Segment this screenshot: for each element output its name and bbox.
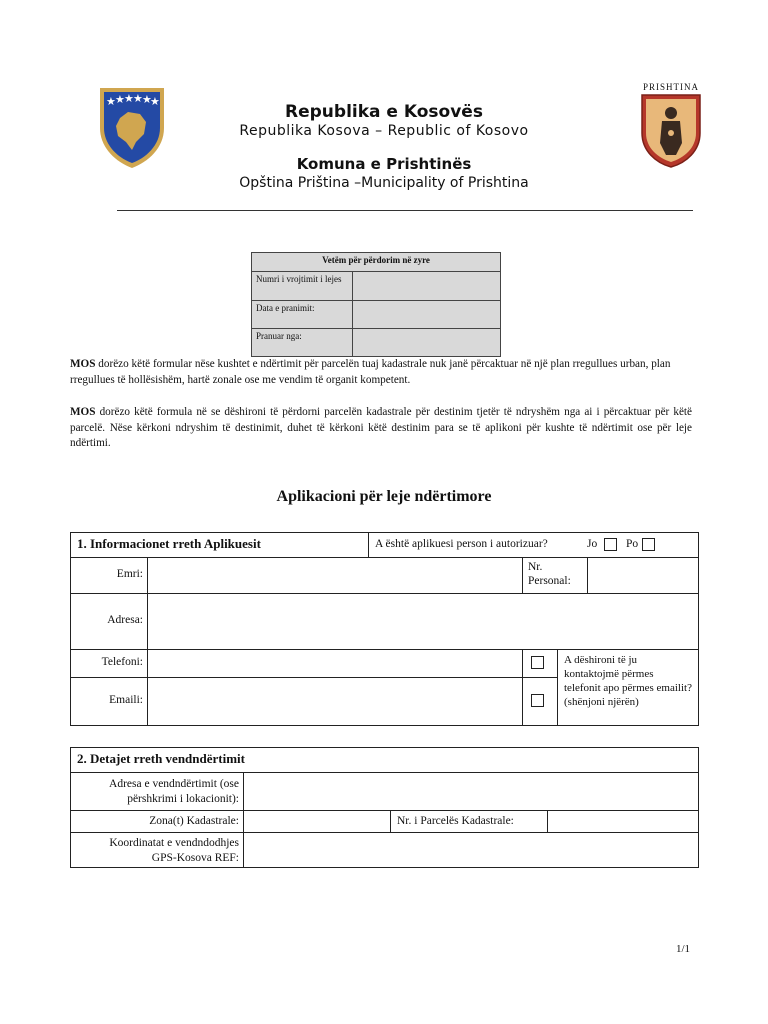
office-use-table xyxy=(251,252,501,357)
parcel-number-label: Nr. i Parcelës Kadastrale: xyxy=(390,810,547,832)
form-title: Aplikacioni për leje ndërtimore xyxy=(276,488,492,505)
republic-title: Republika e Kosovës xyxy=(285,102,483,122)
email-label: Emaili: xyxy=(71,677,147,725)
note-paragraph-2 xyxy=(70,405,692,452)
section-2-heading: 2. Detajet rreth vendndërtimit xyxy=(77,751,245,766)
cadastral-zone-label: Zona(t) Kadastrale: xyxy=(71,810,243,832)
office-row-label: Pranuar nga: xyxy=(252,329,353,357)
site-details-section xyxy=(70,747,699,868)
email-input[interactable] xyxy=(147,677,522,725)
section-1-heading: 1. Informacionet rreth Aplikuesit xyxy=(77,536,261,551)
name-input[interactable] xyxy=(147,557,522,593)
office-row-label: Data e pranimit: xyxy=(252,301,353,329)
site-address-label: Adresa e vendndërtimit (ose përshkrimi i lokacionit): xyxy=(71,772,243,810)
header-divider xyxy=(117,210,693,211)
address-input[interactable] xyxy=(147,593,698,649)
email-contact-checkbox[interactable] xyxy=(531,694,544,707)
note-bold: MOS xyxy=(70,406,96,418)
note-bold: MOS xyxy=(70,358,96,370)
office-row-label: Numri i vrojtimit i lejes xyxy=(252,272,353,301)
office-row-value[interactable] xyxy=(353,329,501,357)
note-text: dorëzo këtë formula në se dëshironi të përdorni parcelën kadastrale për destinim tjetër të ndryshëm nga ai i përcaktuar për këtë parcelë. Nëse kërkoni ndryshim të destinimit, duhet të kërkoni këtë destinim para se të aplikoni për kushte të ndërtimit ose për leje ndërtimi. xyxy=(70,406,692,449)
republic-subtitle: Republika Kosova – Republic of Kosovo xyxy=(239,123,529,139)
name-label: Emri: xyxy=(71,557,147,593)
gps-label: Koordinatat e vendndodhjes GPS-Kosova REF: xyxy=(71,832,243,867)
address-label: Adresa: xyxy=(71,593,147,649)
personal-no-label: Nr. Personal: xyxy=(522,557,587,593)
no-checkbox[interactable] xyxy=(604,538,617,551)
office-use-heading: Vetëm për përdorim në zyre xyxy=(252,253,501,272)
phone-label: Telefoni: xyxy=(71,649,147,677)
site-address-input[interactable] xyxy=(243,772,698,810)
cadastral-zone-input[interactable] xyxy=(243,810,390,832)
municipality-title: Komuna e Prishtinës xyxy=(296,155,472,173)
yes-label: Po xyxy=(626,538,639,550)
authorized-question-text: A është aplikuesi person i autorizuar? xyxy=(375,538,548,550)
office-row-value[interactable] xyxy=(353,301,501,329)
personal-no-input[interactable] xyxy=(587,557,698,593)
svg-text:★: ★ xyxy=(106,95,116,108)
parcel-number-input[interactable] xyxy=(547,810,698,832)
office-row-value[interactable] xyxy=(353,272,501,301)
phone-input[interactable] xyxy=(147,649,522,677)
svg-text:★: ★ xyxy=(133,92,143,105)
contact-question: A dëshironi të ju kontaktojmë përmes telefonit apo përmes emailit? (shënjoni njërën) xyxy=(557,649,698,725)
municipality-subtitle: Opština Priština –Municipality of Prishtina xyxy=(239,175,529,191)
note-paragraph-1 xyxy=(70,357,692,388)
svg-text:★: ★ xyxy=(124,92,134,105)
svg-text:★: ★ xyxy=(150,95,160,108)
gps-input[interactable] xyxy=(243,832,698,867)
prishtina-logo-text: PRISHTINA xyxy=(642,82,699,92)
svg-text:★: ★ xyxy=(115,93,125,106)
phone-contact-checkbox[interactable] xyxy=(531,656,544,669)
applicant-info-section xyxy=(70,532,699,726)
svg-text:★: ★ xyxy=(142,93,152,106)
note-text: dorëzo këtë formular nëse kushtet e ndërtimit për parcelën tuaj kadastrale nuk janë përcaktuar në një plan rregullues urban, plan rregullues të hollësishëm, hartë zonale ose me vendim të organit kompetent. xyxy=(70,358,671,386)
page-number: 1/1 xyxy=(676,943,691,955)
yes-checkbox[interactable] xyxy=(642,538,655,551)
no-label: Jo xyxy=(587,538,598,550)
